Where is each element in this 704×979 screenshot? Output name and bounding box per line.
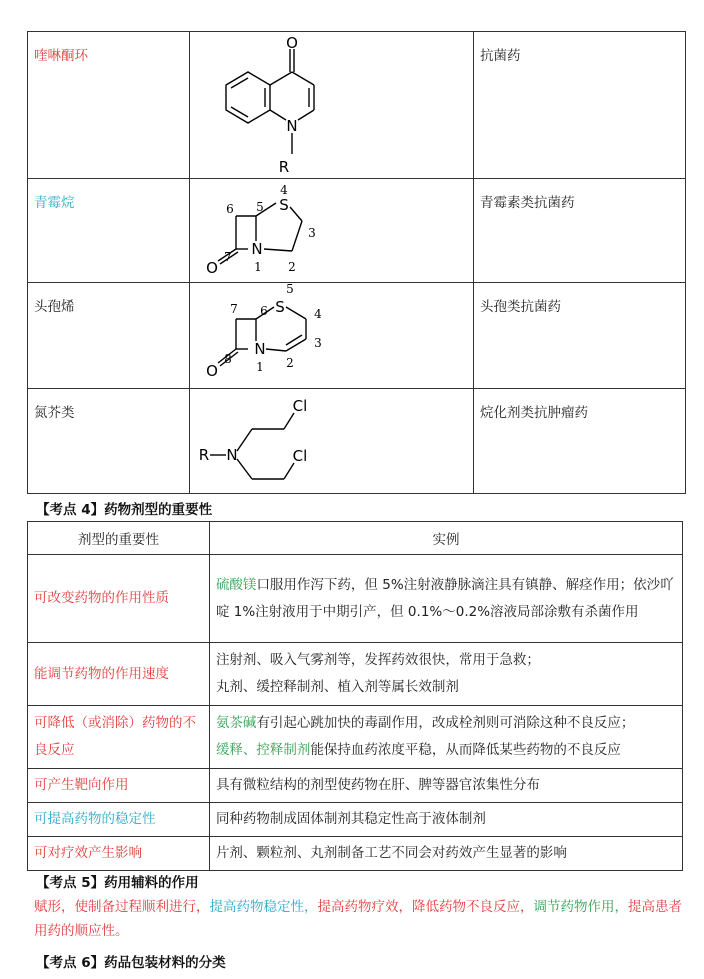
text-segment: 提高患者用药的顺应性。 — [34, 899, 682, 939]
row-key: 能调节药物的作用速度 — [28, 643, 210, 706]
highlight-term: 硫酸镁 — [215, 576, 257, 593]
atom-label: 6 — [226, 202, 234, 216]
atom-label: O — [206, 259, 218, 277]
example-text: 有引起心跳加快的毒副作用，改成栓剂则可消除这种不良反应； — [256, 715, 635, 731]
text-segment: 调节药物作用， — [533, 899, 628, 915]
atom-label: 4 — [280, 183, 288, 197]
table-row — [28, 706, 683, 769]
example-text: 口服用作泻下药，但 5%注射液静脉滴注具有镇静、解痉作用；依沙吖啶 1%注射液用于中期引产，但 0.1%～0.2%溶液局部涂敷有杀菌作用 — [215, 576, 674, 620]
row-key: 可对疗效产生影响 — [28, 837, 210, 871]
atom-label: S — [279, 196, 289, 214]
atom-label: R — [278, 158, 290, 176]
row-example — [209, 643, 682, 706]
atom-label: N — [286, 117, 298, 135]
atom-label: 1 — [256, 360, 264, 374]
section6-title: 【考点 6】药品包装材料的分类 — [36, 955, 226, 971]
table-row — [28, 643, 683, 706]
atom-label: 7 — [230, 302, 238, 316]
structure-name: 氮芥类 — [28, 389, 190, 494]
section4-title: 【考点 4】药物剂型的重要性 — [36, 502, 213, 518]
atom-label: 4 — [314, 307, 322, 321]
example-line: 注射剂、吸入气雾剂等，发挥药效很快，常用于急救； — [215, 652, 540, 668]
atom-label: 2 — [288, 260, 296, 274]
table-row — [28, 803, 683, 837]
atom-label: 5 — [256, 200, 264, 214]
structure-use: 抗菌药 — [474, 32, 686, 179]
importance-table — [27, 521, 683, 871]
section5-text — [34, 895, 684, 943]
atom-label: R — [198, 446, 210, 464]
table-row — [28, 769, 683, 803]
row-key: 可改变药物的作用性质 — [28, 555, 210, 643]
nitrogen-mustard-structure — [190, 389, 474, 494]
structure-name: 喹啉酮环 — [28, 32, 190, 179]
structure-table — [27, 31, 686, 494]
structure-name: 头孢烯 — [28, 283, 190, 389]
atom-label: S — [275, 298, 285, 316]
atom-label: N — [254, 340, 266, 358]
example-text: 能保持血药浓度平稳，从而降低某些药物的不良反应 — [310, 742, 621, 758]
atom-label: 3 — [314, 336, 322, 350]
cephem-structure — [190, 283, 474, 389]
example-line: 丸剂、缓控释制剂、植入剂等属长效制剂 — [215, 679, 459, 695]
atom-label: 8 — [224, 352, 232, 366]
table-row — [28, 32, 686, 179]
section5-title: 【考点 5】药用辅料的作用 — [36, 875, 199, 891]
table-row — [28, 837, 683, 871]
structure-use: 烷化剂类抗肿瘤药 — [474, 389, 686, 494]
structure-name: 青霉烷 — [28, 179, 190, 283]
atom-label: O — [206, 362, 218, 380]
row-key: 可降低（或消除）药物的不良反应 — [28, 706, 210, 769]
atom-label: 1 — [254, 260, 262, 274]
text-segment: 赋形，使制备过程顺利进行， — [34, 899, 210, 915]
penam-structure — [190, 179, 474, 283]
quinolone-structure — [190, 32, 474, 179]
text-segment: 提高药物疗效，降低药物不良反应， — [317, 899, 534, 915]
row-example: 具有微粒结构的剂型使药物在肝、脾等器官浓集性分布 — [209, 769, 682, 803]
column-header: 剂型的重要性 — [28, 522, 210, 555]
table-row — [28, 389, 686, 494]
row-key: 可产生靶向作用 — [28, 769, 210, 803]
table-header-row — [28, 522, 683, 555]
text-segment: 提高药物稳定性， — [209, 899, 318, 915]
table-row — [28, 555, 683, 643]
atom-label: Cl — [292, 397, 308, 415]
table-row — [28, 283, 686, 389]
atom-label: 6 — [260, 304, 268, 318]
atom-label: 5 — [286, 283, 294, 296]
structure-use: 头孢类抗菌药 — [474, 283, 686, 389]
row-example — [209, 706, 682, 769]
row-example: 片剂、颗粒剂、丸剂制备工艺不同会对药效产生显著的影响 — [209, 837, 682, 871]
highlight-term: 氨茶碱 — [215, 715, 257, 731]
atom-label: 2 — [286, 356, 294, 370]
row-example — [209, 555, 682, 643]
atom-label: O — [286, 34, 298, 52]
atom-label: Cl — [292, 447, 308, 465]
atom-label: 3 — [308, 226, 316, 240]
table-row — [28, 179, 686, 283]
row-key: 可提高药物的稳定性 — [28, 803, 210, 837]
row-example: 同种药物制成固体制剂其稳定性高于液体制剂 — [209, 803, 682, 837]
atom-label: 7 — [224, 250, 232, 264]
column-header: 实例 — [209, 522, 682, 555]
structure-use: 青霉素类抗菌药 — [474, 179, 686, 283]
atom-label: N — [226, 446, 238, 464]
highlight-term: 缓释、控释制剂 — [215, 742, 311, 758]
atom-label: N — [251, 240, 263, 258]
